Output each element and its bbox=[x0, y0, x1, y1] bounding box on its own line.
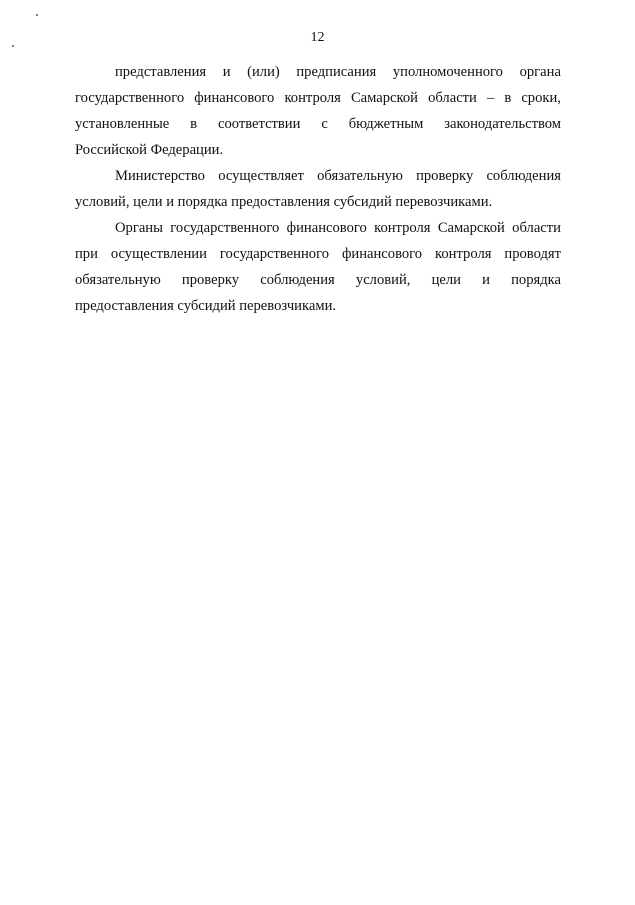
text-line bbox=[75, 111, 561, 137]
word: обязательную bbox=[317, 168, 403, 184]
word: Самарской bbox=[350, 90, 418, 106]
word: установленные bbox=[75, 116, 170, 132]
word: Министерство bbox=[115, 168, 205, 184]
text-line bbox=[75, 215, 561, 241]
word: соблюдения bbox=[486, 168, 561, 184]
word: в bbox=[504, 90, 512, 106]
word: области bbox=[428, 90, 477, 106]
word: предписания bbox=[296, 64, 377, 80]
word: (или) bbox=[247, 64, 280, 80]
text-line bbox=[75, 241, 561, 267]
word: в bbox=[190, 116, 198, 132]
word: Самарской bbox=[437, 220, 505, 236]
word: и bbox=[482, 272, 490, 288]
text-line bbox=[75, 137, 561, 163]
word: соответствии bbox=[217, 116, 301, 132]
word: государственного bbox=[219, 246, 329, 262]
word: осуществлении bbox=[110, 246, 207, 262]
word: обязательную bbox=[75, 272, 161, 288]
word: цели bbox=[431, 272, 461, 288]
word: контроля bbox=[284, 90, 341, 106]
line-text: предоставления субсидий перевозчиками. bbox=[75, 298, 337, 314]
word: условий, bbox=[355, 272, 411, 288]
word: законодательством bbox=[444, 116, 561, 132]
word: порядка bbox=[511, 272, 561, 288]
word: Органы bbox=[115, 220, 163, 236]
line-text: условий, цели и порядка предоставления субсидий перевозчиками. bbox=[75, 194, 493, 210]
word: контроля bbox=[374, 220, 431, 236]
document-body bbox=[75, 59, 561, 319]
word: соблюдения bbox=[260, 272, 335, 288]
word: области bbox=[512, 220, 561, 236]
word: – bbox=[486, 90, 495, 106]
line-text: Российской Федерации. bbox=[75, 142, 224, 158]
word: бюджетным bbox=[348, 116, 424, 132]
word: финансового bbox=[286, 220, 367, 236]
word: при bbox=[75, 246, 98, 262]
word: и bbox=[222, 64, 231, 80]
text-line bbox=[75, 189, 561, 215]
word: уполномоченного bbox=[392, 64, 503, 80]
word: проверку bbox=[181, 272, 240, 288]
text-line bbox=[75, 267, 561, 293]
page-number: 12 bbox=[310, 30, 325, 45]
text-line bbox=[75, 59, 561, 85]
word: сроки, bbox=[521, 90, 561, 106]
word: контроля bbox=[435, 246, 492, 262]
word: представления bbox=[115, 64, 207, 80]
word: органа bbox=[519, 64, 561, 80]
word: государственного bbox=[170, 220, 280, 236]
text-line bbox=[75, 85, 561, 111]
text-line bbox=[75, 293, 561, 319]
text-line bbox=[75, 163, 561, 189]
word: проводят bbox=[504, 246, 561, 262]
word: финансового bbox=[194, 90, 275, 106]
word: государственного bbox=[75, 90, 185, 106]
word: проверку bbox=[416, 168, 474, 184]
scan-speck bbox=[36, 14, 38, 16]
word: финансового bbox=[341, 246, 423, 262]
word: с bbox=[321, 116, 328, 132]
word: осуществляет bbox=[218, 168, 304, 184]
